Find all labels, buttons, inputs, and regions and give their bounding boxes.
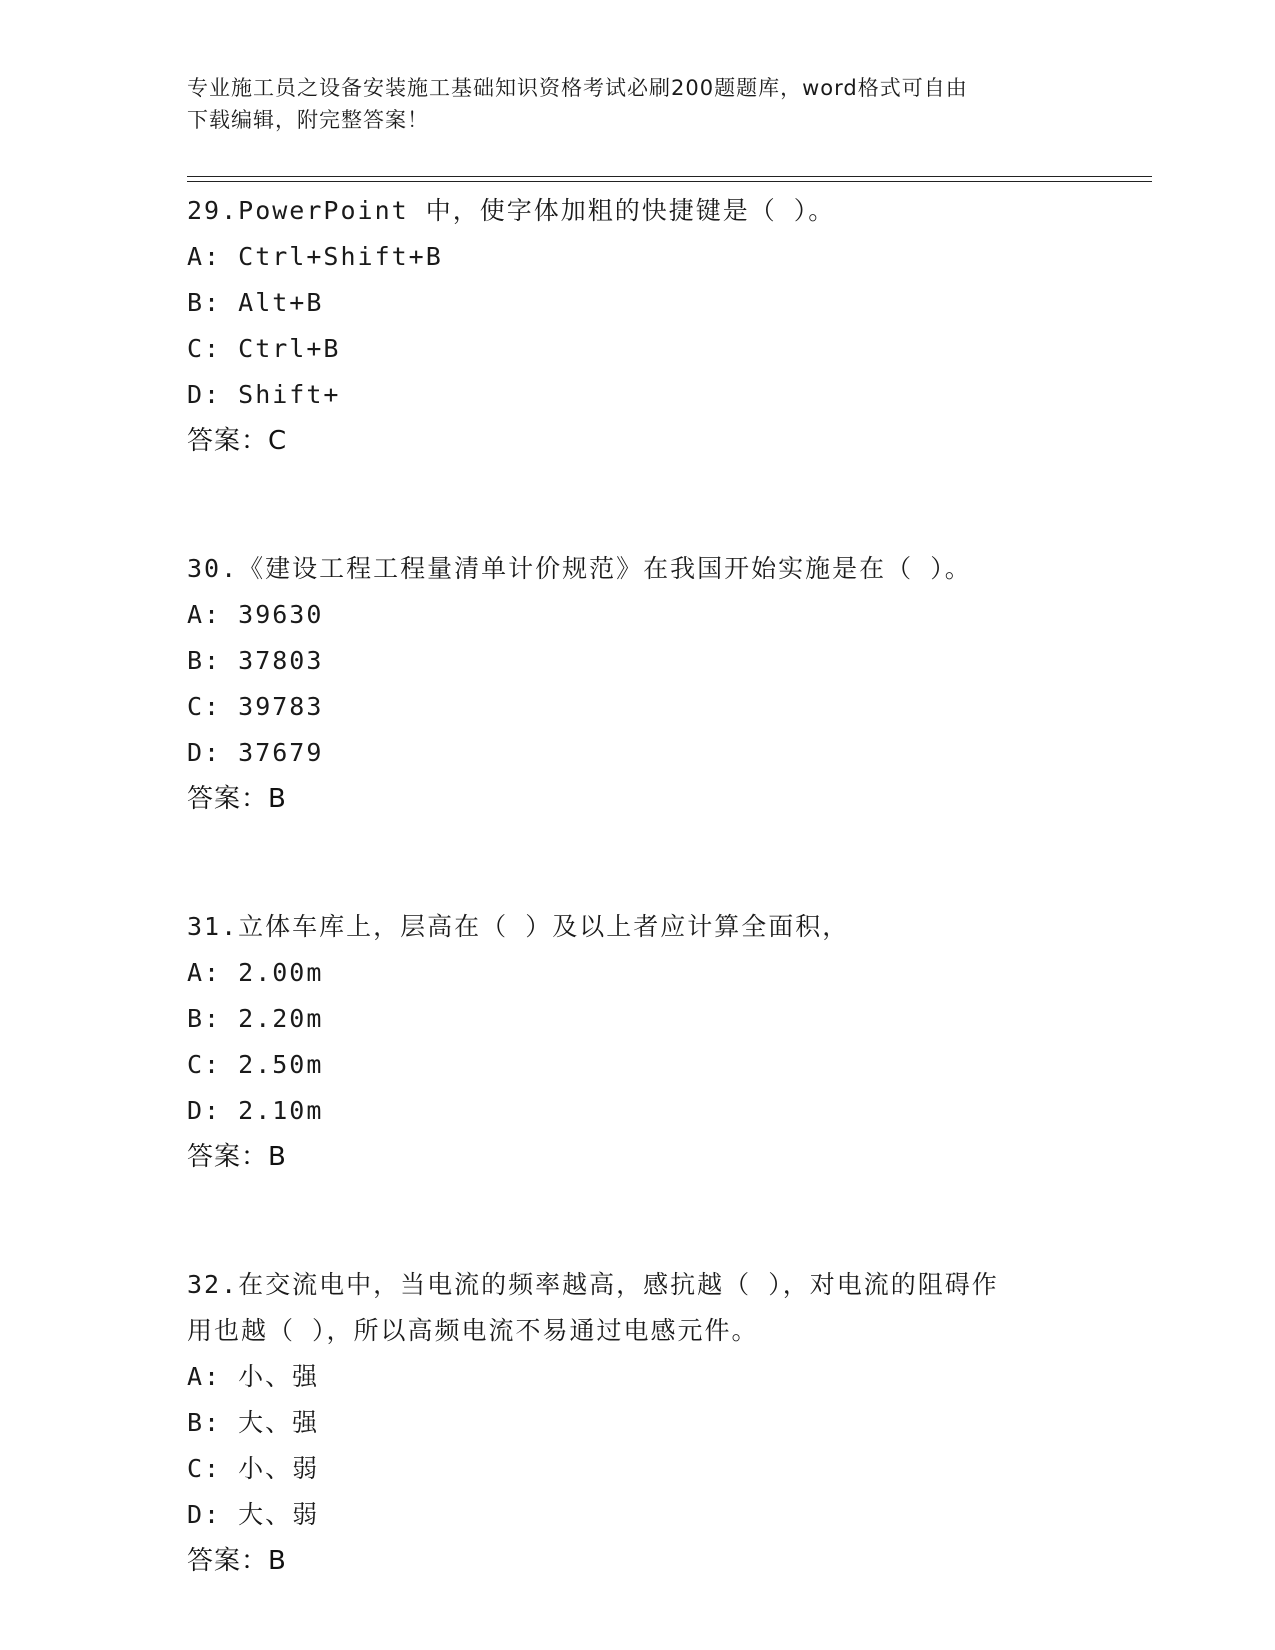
option-b: B: 2.20m bbox=[187, 1004, 324, 1033]
answer-line: 答案：B bbox=[187, 1142, 287, 1172]
option-b: B: 37803 bbox=[187, 646, 324, 675]
option-b: B: 大、强 bbox=[187, 1408, 320, 1437]
question-list bbox=[187, 188, 1152, 1584]
option-a: A: Ctrl+Shift+B bbox=[187, 242, 443, 271]
header-divider-top bbox=[187, 176, 1152, 177]
option-d: D: 2.10m bbox=[187, 1096, 324, 1125]
option-c: C: 小、弱 bbox=[187, 1454, 320, 1483]
option-c: C: 39783 bbox=[187, 692, 324, 721]
question-stem: 31.立体车库上，层高在（ ）及以上者应计算全面积， bbox=[187, 912, 850, 941]
question-30 bbox=[187, 546, 1152, 822]
option-c: C: 2.50m bbox=[187, 1050, 324, 1079]
question-stem-continued: 用也越（ ），所以高频电流不易通过电感元件。 bbox=[187, 1316, 759, 1345]
question-29 bbox=[187, 188, 1152, 464]
question-32 bbox=[187, 1262, 1152, 1584]
question-31 bbox=[187, 904, 1152, 1180]
question-stem: 30.《建设工程工程量清单计价规范》在我国开始实施是在（ ）。 bbox=[187, 554, 972, 583]
answer-line: 答案：B bbox=[187, 784, 287, 814]
option-d: D: 大、弱 bbox=[187, 1500, 320, 1529]
answer-line: 答案：C bbox=[187, 426, 288, 456]
document-header bbox=[187, 72, 1087, 136]
option-d: D: Shift+ bbox=[187, 380, 341, 409]
question-stem: 32.在交流电中，当电流的频率越高，感抗越（ ），对电流的阻碍作 bbox=[187, 1270, 999, 1299]
option-d: D: 37679 bbox=[187, 738, 324, 767]
option-b: B: Alt+B bbox=[187, 288, 324, 317]
option-a: A: 小、强 bbox=[187, 1362, 320, 1391]
answer-line: 答案：B bbox=[187, 1546, 287, 1576]
header-line-2: 下载编辑，附完整答案！ bbox=[187, 108, 429, 132]
option-c: C: Ctrl+B bbox=[187, 334, 341, 363]
option-a: A: 39630 bbox=[187, 600, 324, 629]
header-line-1: 专业施工员之设备安装施工基础知识资格考试必刷200题题库，word格式可自由 bbox=[187, 76, 968, 100]
header-divider-bottom bbox=[187, 181, 1152, 182]
question-stem: 29.PowerPoint 中，使字体加粗的快捷键是（ ）。 bbox=[187, 196, 836, 225]
option-a: A: 2.00m bbox=[187, 958, 324, 987]
